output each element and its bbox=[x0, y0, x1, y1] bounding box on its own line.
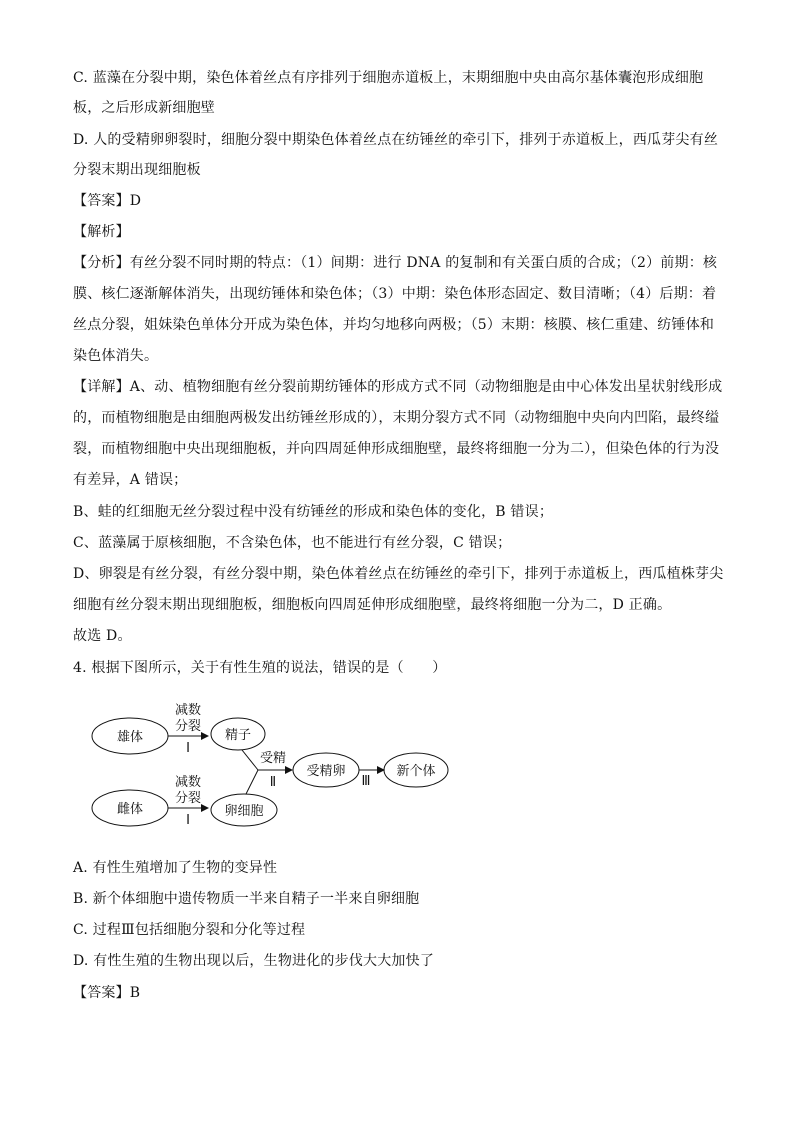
option-a: A. 有性生殖增加了生物的变异性 bbox=[73, 860, 278, 876]
meiosis-bottom-label-1: 减数 bbox=[174, 775, 202, 790]
explanation-line3: 裂，而植物细胞中央出现细胞板，并向四周延伸形成细胞壁，最终将细胞一分为二），但染色体的行为没 bbox=[73, 441, 720, 457]
egg-label: 卵细胞 bbox=[224, 804, 264, 819]
meiosis-bottom-label-2: 分裂 bbox=[174, 791, 202, 806]
fertilization-label: 受精 bbox=[259, 751, 287, 766]
explanation-line4: 有差异，A 错误； bbox=[73, 472, 188, 488]
option-c: C. 过程Ⅲ包括细胞分裂和分化等过程 bbox=[73, 922, 306, 938]
question-4-stem: 4. 根据下图所示，关于有性生殖的说法，错误的是（ ） bbox=[73, 660, 447, 676]
answer-previous: 【答案】D bbox=[73, 193, 142, 209]
analysis-line4: 染色体消失。 bbox=[73, 348, 159, 364]
development-roman: Ⅲ bbox=[361, 774, 371, 789]
explanation-d-line1: D、卵裂是有丝分裂，有丝分裂中期，染色体着丝点在纺锤丝的牵引下，排列于赤道板上，西瓜植株芽尖 bbox=[73, 566, 724, 582]
option-c-previous-line1: C. 蓝藻在分裂中期，染色体着丝点有序排列于细胞赤道板上，末期细胞中央由高尔基体囊泡形成细胞 bbox=[73, 70, 704, 86]
sperm-label: 精子 bbox=[224, 728, 252, 743]
zygote-label: 受精卵 bbox=[306, 764, 346, 779]
offspring-label: 新个体 bbox=[396, 764, 436, 779]
option-d: D. 有性生殖的生物出现以后，生物进化的步伐大大加快了 bbox=[73, 953, 435, 969]
explanation-b: B、蛙的红细胞无丝分裂过程中没有纺锤丝的形成和染色体的变化，B 错误； bbox=[73, 504, 554, 520]
explanation-c: C、蓝藻属于原核细胞，不含染色体，也不能进行有丝分裂，C 错误； bbox=[73, 535, 512, 551]
analysis-line1: 【分析】有丝分裂不同时期的特点：（1）间期：进行 DNA 的复制和有关蛋白质的合成；（2）前期：核 bbox=[73, 255, 718, 271]
option-d-previous-line2: 分裂末期出现细胞板 bbox=[73, 162, 201, 178]
meiosis-top-label-1: 减数 bbox=[174, 703, 202, 718]
answer: 【答案】B bbox=[73, 985, 141, 1001]
female-label: 雌体 bbox=[116, 802, 144, 817]
option-d-previous-line1: D. 人的受精卵卵裂时，细胞分裂中期染色体着丝点在纺锤丝的牵引下，排列于赤道板上，西瓜芽尖有丝 bbox=[73, 132, 719, 148]
sexual-reproduction-diagram bbox=[80, 690, 460, 840]
male-label: 雄体 bbox=[116, 730, 144, 745]
explanation-line1: 【详解】A、动、植物细胞有丝分裂前期纺锤体的形成方式不同（动物细胞是由中心体发出星状射线形成 bbox=[73, 379, 723, 395]
sperm-join-line bbox=[242, 750, 258, 770]
explanation-line2: 的，而植物细胞是由细胞两极发出纺锤丝形成的），末期分裂方式不同（动物细胞中央向内凹陷，最终缢 bbox=[73, 410, 720, 426]
analysis-line2: 膜、核仁逐渐解体消失，出现纺锤体和染色体；（3）中期：染色体形态固定、数目清晰；（4）后期：着 bbox=[73, 286, 717, 302]
meiosis-top-label-2: 分裂 bbox=[174, 719, 202, 734]
egg-join-line bbox=[246, 770, 258, 794]
meiosis-bottom-roman: Ⅰ bbox=[186, 813, 190, 828]
conclusion: 故选 D。 bbox=[73, 628, 132, 644]
option-b: B. 新个体细胞中遗传物质一半来自精子一半来自卵细胞 bbox=[73, 891, 420, 907]
fertilization-roman: Ⅱ bbox=[269, 775, 277, 790]
explanation-d-line2: 细胞有丝分裂末期出现细胞板，细胞板向四周延伸形成细胞壁，最终将细胞一分为二，D 正确。 bbox=[73, 597, 672, 613]
meiosis-top-roman: Ⅰ bbox=[186, 741, 190, 756]
analysis-line3: 丝点分裂，姐妹染色单体分开成为染色体，并均匀地移向两极；（5）末期：核膜、核仁重建、纺锤体和 bbox=[73, 317, 715, 333]
option-c-previous-line2: 板，之后形成新细胞壁 bbox=[73, 100, 215, 116]
analysis-heading: 【解析】 bbox=[73, 224, 130, 240]
